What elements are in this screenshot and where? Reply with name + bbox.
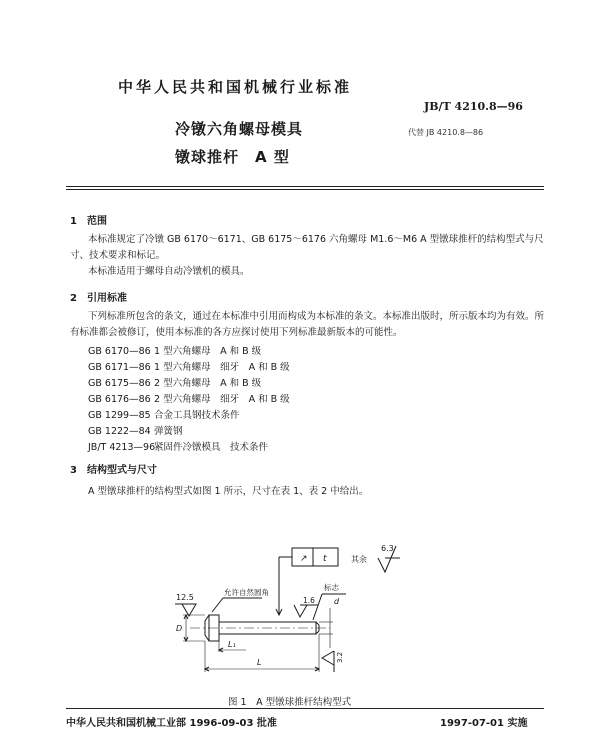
section-1-paragraph-1: 本标准规定了冷镦 GB 6170～6171、GB 6175～6176 六角螺母 M1.6～M6 A 型镦球推杆的结构型式与尺寸、技术要求和标记。 <box>70 234 544 261</box>
runout-symbol: ↗ <box>300 554 308 564</box>
mark-label: 标志 <box>324 583 339 592</box>
standard-number: JB/T 4210.8—96 <box>424 100 523 113</box>
rest-label: 其余 <box>351 555 367 564</box>
roughness-end-symbol <box>322 651 334 665</box>
section-1-paragraph-2: 本标准适用于螺母自动冷镦机的模具。 <box>88 266 250 277</box>
tolerance-frame <box>292 548 338 566</box>
dimension-L: L <box>257 658 262 667</box>
dimension-L1: L₁ <box>228 640 236 649</box>
roughness-head-symbol <box>182 604 196 616</box>
natural-fillet-label: 允许自然圆角 <box>224 588 269 597</box>
roughness-head-value: 12.5 <box>176 593 194 602</box>
reference-item: GB 6171—86 1 型六角螺母 细牙 A 和 B 级 <box>88 362 290 373</box>
section-2-heading: 2 引用标准 <box>70 293 127 304</box>
dimension-d: d <box>334 597 340 606</box>
figure-1-caption: 图 1 A 型镦球推杆结构型式 <box>228 697 352 708</box>
reference-item: GB 6170—86 1 型六角螺母 A 和 B 级 <box>88 346 262 357</box>
dimension-D: D <box>176 624 183 633</box>
footer-divider <box>66 708 544 709</box>
section-1-heading: 1 范围 <box>70 216 107 227</box>
section-3-heading: 3 结构型式与尺寸 <box>70 465 157 476</box>
runout-tolerance: t <box>323 554 327 564</box>
approval-statement: 中华人民共和国机械工业部 1996-09-03 批准 <box>66 718 277 729</box>
roughness-mid-value: 1.6 <box>303 596 315 605</box>
roughness-rest-value: 6.3 <box>381 544 394 553</box>
section-2-paragraph-1: 下列标准所包含的条文，通过在本标准中引用而构成为本标准的条文。本标准出版时，所示版本均为有效。所有标准都会被修订，使用本标准的各方应探讨使用下列标准最新版本的可能性。 <box>70 311 545 338</box>
section-3-paragraph-1: A 型镦球推杆的结构型式如图 1 所示，尺寸在表 1、表 2 中给出。 <box>88 486 369 497</box>
replaces-standard: 代替 JB 4210.8—86 <box>408 128 484 137</box>
document-title-line2: 镦球推杆 A 型 <box>175 148 290 166</box>
document-title-line1: 冷镦六角螺母模具 <box>175 120 304 138</box>
reference-item: JB/T 4213—96紧固件冷镦模具 技术条件 <box>88 442 269 453</box>
roughness-end-value: 3.2 <box>336 651 344 663</box>
reference-item: GB 6176—86 2 型六角螺母 细牙 A 和 B 级 <box>88 394 290 405</box>
implementation-date: 1997-07-01 实施 <box>440 718 528 729</box>
reference-item: GB 1222—84 弹簧钢 <box>88 426 183 437</box>
roughness-mid-symbol <box>294 605 307 617</box>
reference-item: GB 1299—85 合金工具钢技术条件 <box>88 410 240 421</box>
reference-item: GB 6175—86 2 型六角螺母 A 和 B 级 <box>88 378 262 389</box>
issuing-organization: 中华人民共和国机械行业标准 <box>118 78 353 96</box>
